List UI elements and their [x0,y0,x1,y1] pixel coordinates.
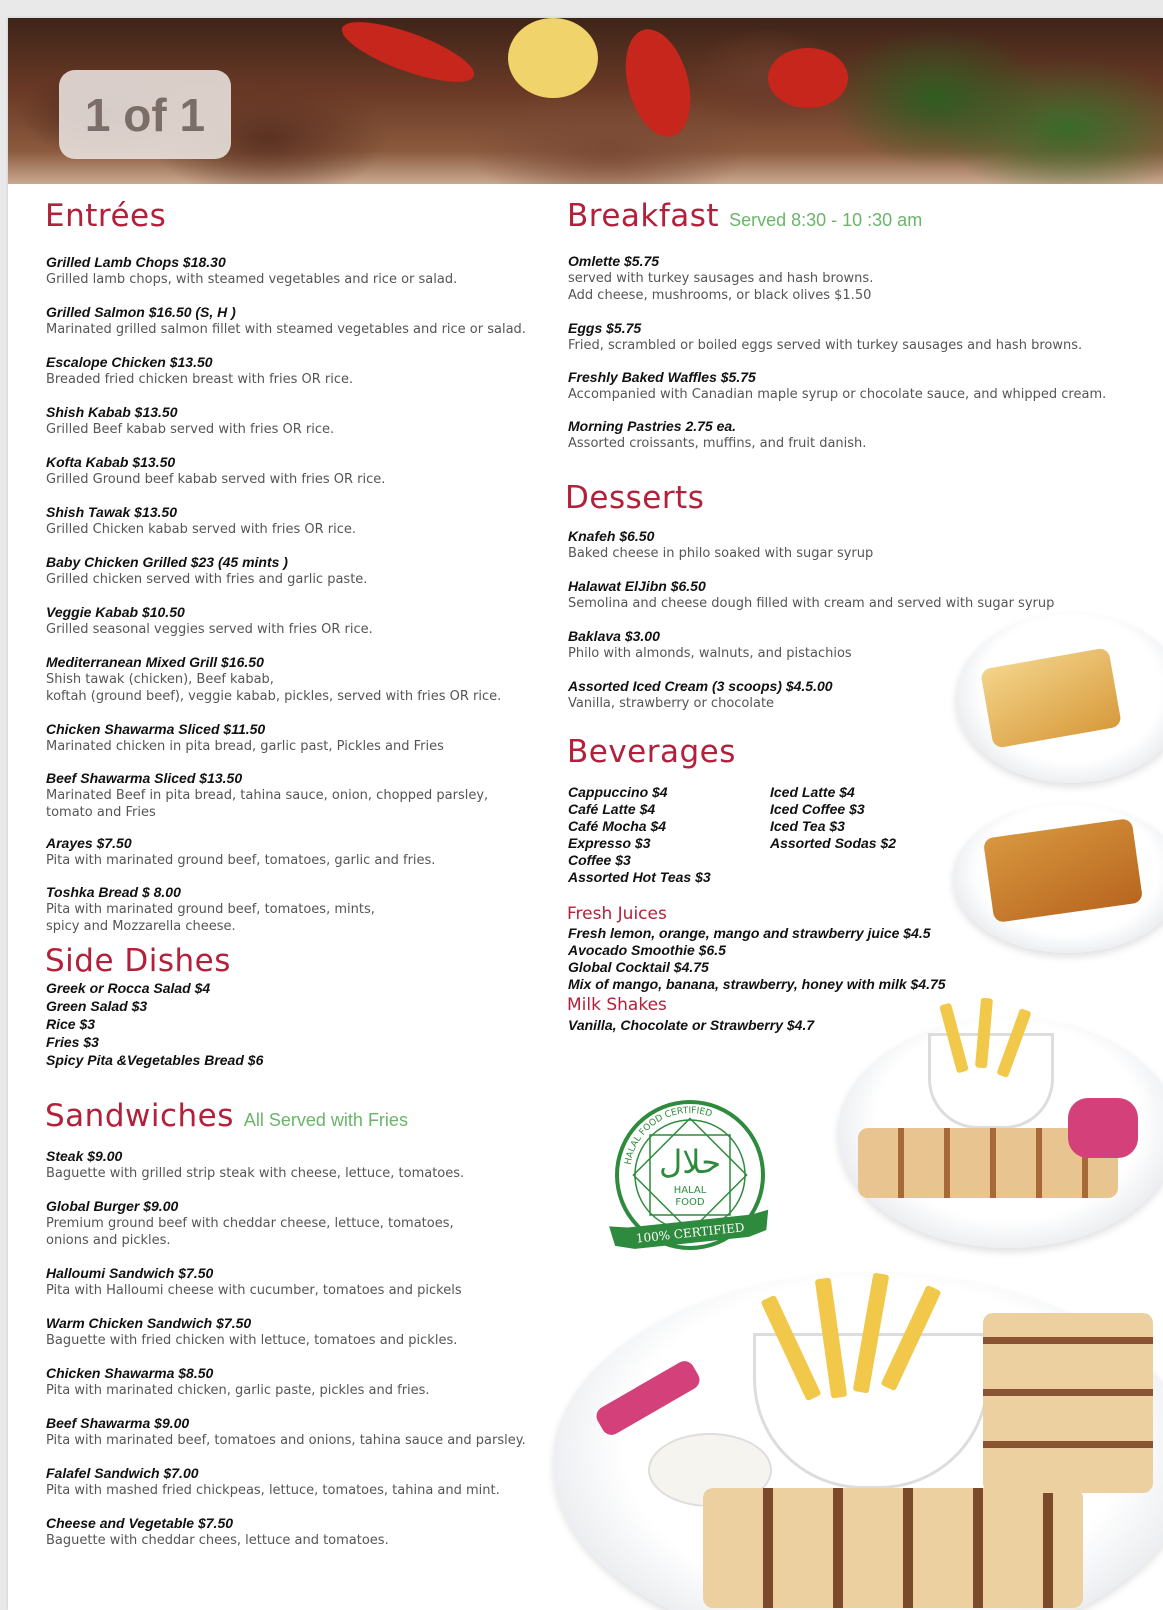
breakfast-subtitle: Served 8:30 - 10 :30 am [729,210,923,230]
menu-item [568,678,833,712]
menu-item-name: Chicken Shawarma $8.50 [46,1365,214,1381]
menu-item-name: Falafel Sandwich $7.00 [46,1465,199,1481]
menu-item-description: Grilled seasonal veggies served with fries OR rice. [46,622,373,637]
menu-item-description: Baguette with fried chicken with lettuce, tomatoes and pickles. [46,1333,458,1348]
menu-item-description: Pita with Halloumi cheese with cucumber, tomatoes and pickels [46,1283,462,1298]
sandwiches-title-text: Sandwiches [45,1098,234,1134]
menu-item-name: Omlette $5.75 [568,253,660,269]
menu-item-name: Kofta Kabab $13.50 [46,454,176,470]
knafeh-shape [983,818,1143,923]
seal-center-text-1: HALAL [673,1185,707,1196]
menu-line-item: Green Salad $3 [46,998,148,1014]
seal-top-text: HALAL FOOD CERTIFIED [623,1105,714,1166]
menu-item-description: Grilled chicken served with fries and garlic paste. [46,572,368,587]
menu-line-item: Avocado Smoothie $6.5 [568,942,726,958]
baklava-shape [980,647,1122,748]
menu-item-description: Grilled Ground beef kabab served with fries OR rice. [46,472,386,487]
menu-item-description: Pita with marinated ground beef, tomatoes, mints, spicy and Mozzarella cheese. [46,902,375,934]
menu-item-name: Knafeh $6.50 [568,528,655,544]
menu-line-item: Fries $3 [46,1034,99,1050]
menu-line-item: Café Latte $4 [568,801,656,817]
menu-item [46,1365,430,1399]
wraps-shape [983,1313,1153,1493]
menu-item [46,1315,457,1349]
menu-item [568,628,852,662]
entrees-title: Entrées [45,198,167,234]
menu-item-name: Beef Shawarma $9.00 [46,1415,190,1431]
menu-item-name: Chicken Shawarma Sliced $11.50 [46,721,266,737]
menu-item-name: Freshly Baked Waffles $5.75 [568,369,756,385]
menu-item [46,1465,500,1499]
menu-item [46,554,367,588]
menu-item [46,304,526,338]
side-dishes-title: Side Dishes [45,943,231,979]
menu-item-name: Eggs $5.75 [568,320,642,336]
menu-item-name: Assorted Iced Cream (3 scoops) $4.5.00 [568,678,833,694]
menu-item [568,578,1054,612]
onion-shape [508,18,598,98]
menu-item [46,654,501,705]
menu-item-description: Pita with marinated chicken, garlic paste, pickles and fries. [46,1383,430,1398]
menu-line-item: Café Mocha $4 [568,818,667,834]
menu-item [46,504,356,538]
menu-item-description: Baguette with cheddar chees, lettuce and tomatoes. [46,1533,389,1548]
menu-line-item: Global Cocktail $4.75 [568,959,709,975]
menu-item [46,604,373,638]
menu-item-name: Toshka Bread $ 8.00 [46,884,181,900]
menu-item [568,320,1082,354]
beverages-title: Beverages [567,734,736,770]
menu-item-description: Semolina and cheese dough filled with cream and served with sugar syrup [568,596,1055,611]
menu-line-item: Fresh lemon, orange, mango and strawberry juice $4.5 [568,925,931,941]
menu-item-name: Escalope Chicken $13.50 [46,354,213,370]
platter-photo [553,1273,1163,1610]
menu-line-item: Coffee $3 [568,852,631,868]
seal-ribbon-text: 100% CERTIFIED [635,1220,746,1246]
baklava-plate-photo [956,613,1163,783]
breakfast-title-text: Breakfast [567,198,720,234]
menu-item [568,369,1106,403]
menu-item-description: served with turkey sausages and hash browns. Add cheese, mushrooms, or black olives $1.50 [568,271,874,303]
menu-item [46,1198,454,1249]
menu-item-description: Fried, scrambled or boiled eggs served with turkey sausages and hash browns. [568,338,1083,353]
menu-item-name: Baklava $3.00 [568,628,660,644]
menu-item-description: Marinated grilled salmon fillet with steamed vegetables and rice or salad. [46,322,526,337]
menu-line-item: Rice $3 [46,1016,96,1032]
chili-pepper-shape [615,22,701,144]
menu-item-description: Assorted croissants, muffins, and fruit danish. [568,436,867,451]
menu-item-name: Halawat ElJibn $6.50 [568,578,706,594]
menu-item-name: Steak $9.00 [46,1148,123,1164]
menu-item-description: Philo with almonds, walnuts, and pistachios [568,646,852,661]
desserts-title: Desserts [565,480,705,516]
menu-item [46,1415,526,1449]
menu-item-name: Shish Tawak $13.50 [46,504,177,520]
menu-item-name: Grilled Lamb Chops $18.30 [46,254,226,270]
sandwiches-subtitle: All Served with Fries [243,1110,408,1130]
menu-item-name: Grilled Salmon $16.50 (S, H ) [46,304,236,320]
menu-item-name: Warm Chicken Sandwich $7.50 [46,1315,252,1331]
menu-item-description: Pita with marinated ground beef, tomatoes, garlic and fries. [46,853,436,868]
menu-line-item: Expresso $3 [568,835,651,851]
milk-shakes-title: Milk Shakes [567,995,667,1015]
menu-item-name: Cheese and Vegetable $7.50 [46,1515,234,1531]
pickled-turnip-shape [1068,1098,1138,1158]
wraps-shape [703,1488,1083,1608]
menu-item-name: Shish Kabab $13.50 [46,404,178,420]
sandwiches-title [45,1098,408,1134]
menu-item [568,528,873,562]
menu-item-description: Baguette with grilled strip steak with cheese, lettuce, tomatoes. [46,1166,465,1181]
menu-item-description: Baked cheese in philo soaked with sugar syrup [568,546,874,561]
menu-item [46,454,385,488]
menu-item-name: Halloumi Sandwich $7.50 [46,1265,214,1281]
menu-line-item: Assorted Sodas $2 [770,835,897,851]
menu-item-name: Mediterranean Mixed Grill $16.50 [46,654,264,670]
menu-item [46,884,375,935]
menu-item [46,770,488,821]
menu-line-item: Assorted Hot Teas $3 [568,869,711,885]
banner-food-photo [8,18,1163,184]
menu-item-name: Global Burger $9.00 [46,1198,179,1214]
chili-pepper-shape [336,18,481,94]
menu-item [46,1515,389,1549]
breakfast-title [567,198,922,234]
menu-item [46,354,353,388]
menu-line-item: Greek or Rocca Salad $4 [46,980,211,996]
menu-item-description: Marinated chicken in pita bread, garlic past, Pickles and Fries [46,739,444,754]
menu-item [46,835,435,869]
page-counter-badge: 1 of 1 [59,70,231,159]
seal-arabic-text: حلال [658,1143,722,1181]
menu-item-name: Morning Pastries 2.75 ea. [568,418,737,434]
seal-center-text-2: FOOD [675,1197,705,1208]
menu-item [568,418,866,452]
menu-item-description: Pita with mashed fried chickpeas, lettuce, tomatoes, tahina and mint. [46,1483,500,1498]
knafeh-plate-photo [953,803,1163,953]
halal-certified-seal [608,1093,773,1268]
menu-line-item: Iced Latte $4 [770,784,855,800]
menu-item-description: Vanilla, strawberry or chocolate [568,696,775,711]
menu-item-description: Pita with marinated beef, tomatoes and onions, tahina sauce and parsley. [46,1433,526,1448]
menu-line-item: Mix of mango, banana, strawberry, honey with milk $4.75 [568,976,946,992]
menu-item-description: Marinated Beef in pita bread, tahina sauce, onion, chopped parsley, tomato and Fries [46,788,489,820]
menu-item-description: Accompanied with Canadian maple syrup or chocolate sauce, and whipped cream. [568,387,1107,402]
pickled-turnip-shape [593,1358,703,1439]
menu-line-item: Spicy Pita &Vegetables Bread $6 [46,1052,264,1068]
menu-item [46,1265,462,1299]
menu-item [46,254,457,288]
menu-item [46,404,334,438]
shawarma-plate-photo [838,1018,1163,1248]
menu-item-name: Arayes $7.50 [46,835,132,851]
menu-item-description: Breaded fried chicken breast with fries OR rice. [46,372,354,387]
menu-line-item: Vanilla, Chocolate or Strawberry $4.7 [568,1017,815,1033]
menu-page [8,18,1163,1610]
menu-line-item: Iced Tea $3 [770,818,845,834]
tomato-shape [768,48,848,108]
fresh-juices-title: Fresh Juices [567,904,667,924]
menu-item-description: Grilled lamb chops, with steamed vegetables and rice or salad. [46,272,458,287]
menu-item-description: Premium ground beef with cheddar cheese, lettuce, tomatoes, onions and pickles. [46,1216,454,1248]
menu-item [46,1148,464,1182]
menu-item-description: Grilled Beef kabab served with fries OR rice. [46,422,335,437]
menu-item [568,253,873,304]
fries-bowl-shape [928,1033,1054,1129]
menu-item-name: Beef Shawarma Sliced $13.50 [46,770,243,786]
menu-item-description: Grilled Chicken kabab served with fries OR rice. [46,522,356,537]
menu-item-name: Veggie Kabab $10.50 [46,604,185,620]
menu-item-description: Shish tawak (chicken), Beef kabab, koftah (ground beef), veggie kabab, pickles, served with fries OR rice. [46,672,502,704]
menu-item [46,721,444,755]
menu-line-item: Iced Coffee $3 [770,801,865,817]
menu-line-item: Cappuccino $4 [568,784,668,800]
menu-item-name: Baby Chicken Grilled $23 (45 mints ) [46,554,288,570]
